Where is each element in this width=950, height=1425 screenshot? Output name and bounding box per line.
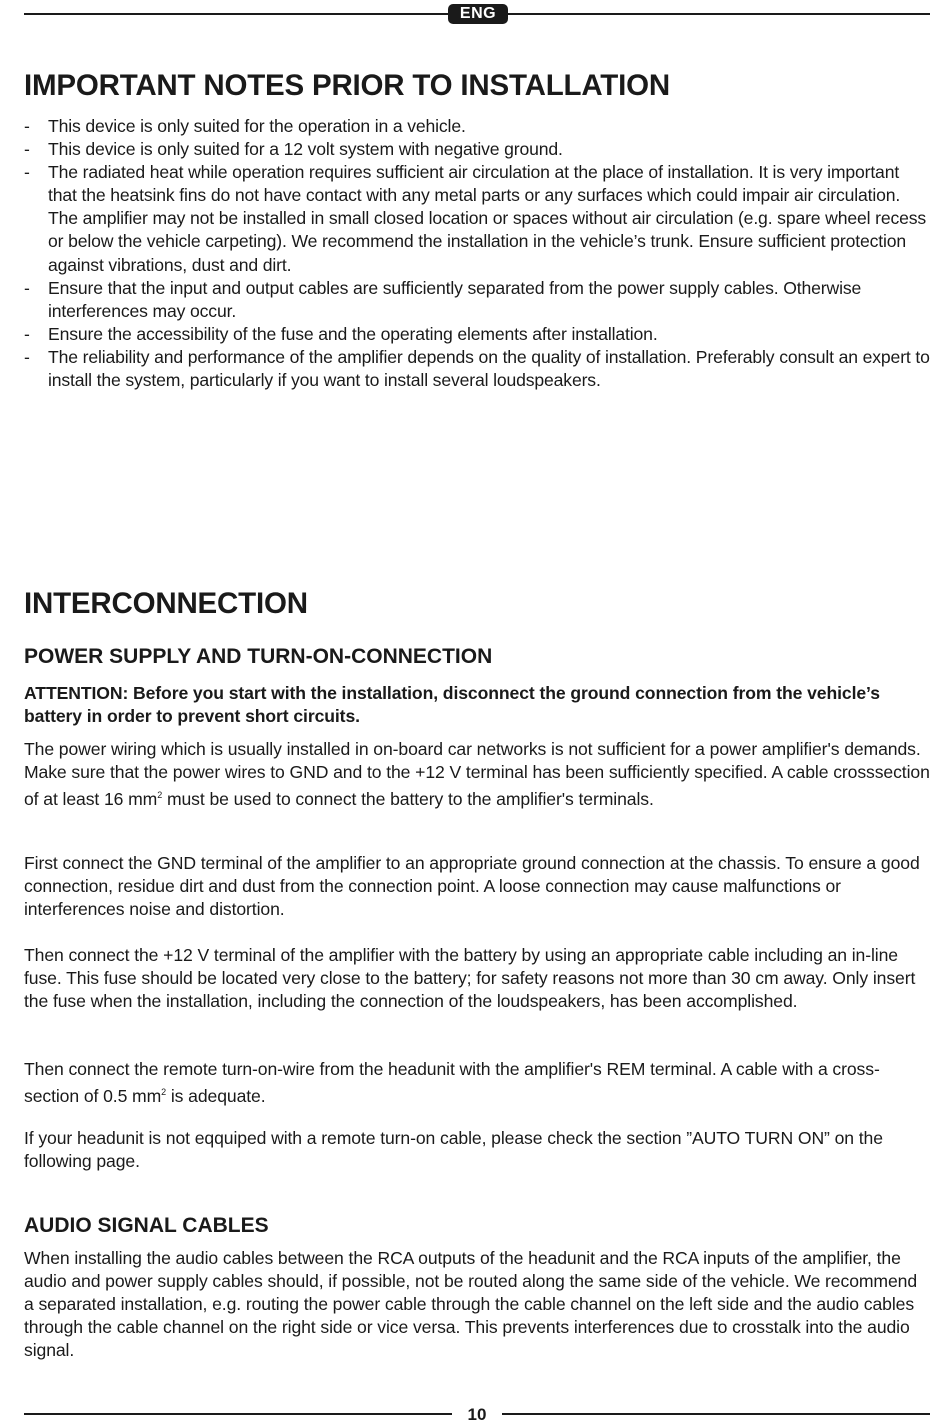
- superscript-2: 2: [157, 790, 163, 801]
- footer-rule-right: [502, 1413, 930, 1415]
- positive-terminal-paragraph: Then connect the +12 V terminal of the amplifier with the battery by using an appropriate cable including an in-line fuse. This fuse should be located very close to the battery; for safety reasons not more than 30 cm away. Only insert the fuse when the installation, including the connection of the loudspeakers, has been accomplished.: [24, 945, 916, 1012]
- list-item: - The reliability and performance of the amplifier depends on the quality of installation. Preferably consult an expert to install the system, particularly if you want to install several loudspeakers.: [24, 346, 930, 392]
- power-wiring-text: The power wiring which is usually installed in on-board car networks is not sufficient for a power amplifier's demands. Make sure that the power wires to GND and to the +12 V terminal has been sufficiently specified. A cable crosssection of at least 16 mm: [24, 739, 930, 810]
- interconnection-title: INTERCONNECTION: [24, 587, 308, 620]
- superscript-2: 2: [161, 1087, 167, 1098]
- language-badge: ENG: [448, 4, 508, 24]
- power-supply-title: POWER SUPPLY AND TURN-ON-CONNECTION: [24, 645, 493, 668]
- power-wiring-text-end: must be used to connect the battery to the amplifier's terminals.: [162, 789, 654, 810]
- list-item: - Ensure the accessibility of the fuse and the operating elements after installation.: [24, 323, 930, 346]
- footer-rule-left: [24, 1413, 452, 1415]
- list-item: - This device is only suited for a 12 volt system with negative ground.: [24, 138, 930, 161]
- list-item: - This device is only suited for the operation in a vehicle.: [24, 115, 930, 138]
- list-item: - The radiated heat while operation requires sufficient air circulation at the place of installation. It is very important that the heatsink fins do not have contact with any metal parts or any surfaces which could impair air circulation. The amplifier may not be installed in small closed location or spaces without air circulation (e.g. spare wheel recess or below the vehicle carpeting). We recommend the installation in the vehicle’s trunk. Ensure sufficient protection against vibrations, dust and dirt.: [24, 161, 930, 276]
- remote-wire-text: Then connect the remote turn-on-wire from the headunit with the amplifier's REM terminal. A cable with a cross-section of 0.5 mm: [24, 1059, 880, 1106]
- gnd-paragraph: First connect the GND terminal of the amplifier to an appropriate ground connection at the chassis. To ensure a good connection, residue dirt and dust from the connection point. A loose connection may cause malfunctions or interferences noise and distortion.: [24, 853, 920, 920]
- remote-wire-text-end: is adequate.: [166, 1085, 266, 1106]
- attention-warning: ATTENTION: Before you start with the installation, disconnect the ground connection from the vehicle’s battery in order to prevent short circuits.: [24, 683, 880, 727]
- remote-wire-paragraph: [24, 1058, 930, 1108]
- audio-cables-paragraph: When installing the audio cables between the RCA outputs of the headunit and the RCA inputs of the amplifier, the audio and power supply cables should, if possible, not be routed along the same side of the vehicle. We recommend a separated installation, e.g. routing the power cable through the cable channel on the left side and the audio cables through the cable channel on the right side or vice versa. This prevents interferences due to crosstalk into the audio signal.: [24, 1248, 918, 1361]
- page-number: 10: [467, 1405, 487, 1424]
- notes-title: IMPORTANT NOTES PRIOR TO INSTALLATION: [24, 69, 670, 102]
- auto-turn-on-paragraph: If your headunit is not eqquiped with a remote turn-on cable, please check the section ”AUTO TURN ON” on the following page.: [24, 1128, 883, 1172]
- notes-list: [24, 115, 930, 392]
- list-item: - Ensure that the input and output cables are sufficiently separated from the power supply cables. Otherwise interferences may occur.: [24, 277, 930, 323]
- power-wiring-paragraph: [24, 738, 930, 811]
- audio-signal-title: AUDIO SIGNAL CABLES: [24, 1214, 269, 1237]
